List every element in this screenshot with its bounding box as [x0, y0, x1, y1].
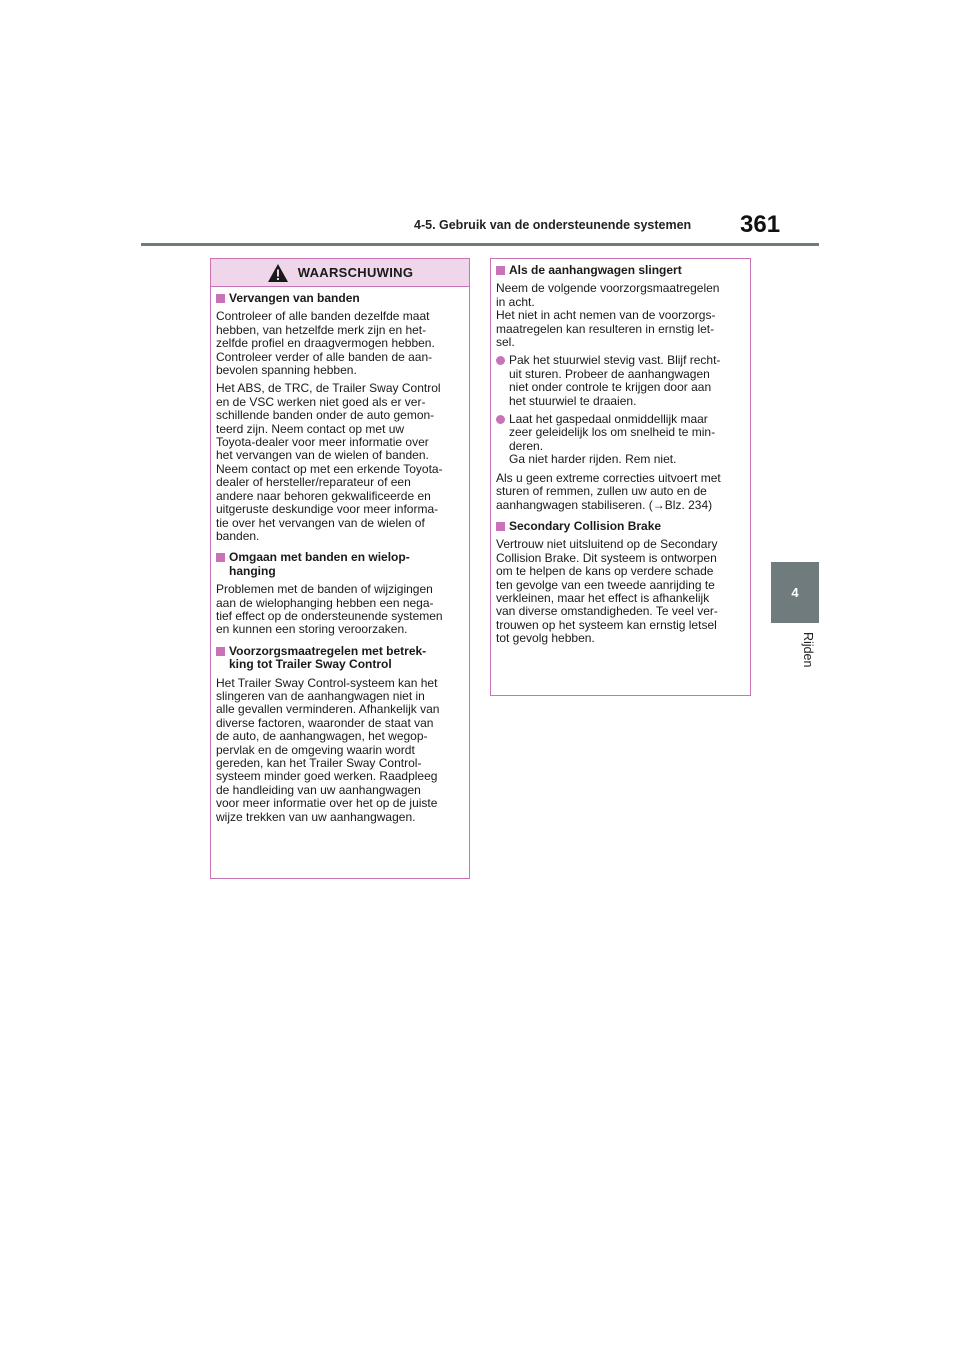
- chapter-tab: [771, 562, 819, 623]
- warning-body: [211, 287, 469, 824]
- chapter-tab-number: 4: [791, 585, 799, 600]
- paragraph: Vertrouw niet uitsluitend op de Secondary Collision Brake. Dit systeem is ontworpen om te helpen de kans op verdere schade ten gevolge van een tweede aanrijding te verkleinen, maar het effect is afhankelijk van diverse omstandigheden. Te veel ver- trouwen op het systeem kan ernstig letsel tot gevolg hebben.: [496, 537, 718, 646]
- square-bullet-icon: [496, 266, 505, 275]
- paragraph: Neem de volgende voorzorgsmaatregelen in acht. Het niet in acht nemen van de voorzorgs- maatregelen kan resulteren in ernstig let- sel.: [496, 281, 720, 350]
- paragraph: Als u geen extreme correcties uitvoert met sturen of remmen, zullen uw auto en de aanhangwagen stabiliseren. (→Blz. 234): [496, 470, 721, 512]
- warning-header: [211, 259, 469, 287]
- page-number: 361: [740, 211, 781, 238]
- paragraph: Problemen met de banden of wijzigingen aan de wielophanging hebben een nega- tief effect op de ondersteunende systemen en kunnen een storing veroorzaken.: [216, 582, 443, 637]
- section-title: Vervangen van banden: [216, 292, 463, 305]
- warning-triangle-icon: [267, 263, 289, 283]
- warning-body: [491, 259, 750, 646]
- header-rule: [141, 243, 819, 246]
- round-bullet-icon: [496, 356, 505, 365]
- section-title: Secondary Collision Brake: [496, 520, 744, 533]
- paragraph: Het ABS, de TRC, de Trailer Sway Control en de VSC werken niet goed als er ver- schillende banden onder de auto gemon- teerd zijn. Neem contact op met uw Toyota-dealer voor meer informatie over het vervangen van de wielen of banden. Neem contact op met een erkende Toyota- dealer of hersteller/reparateur of een andere naar behoren gekwalificeerde en uitgeruste deskundige voor meer informa- tie over het vervangen van de wielen of banden.: [216, 381, 443, 543]
- section-title: Voorzorgsmaatregelen met betrek- king tot Trailer Sway Control: [216, 645, 463, 672]
- chapter-header: 4-5. Gebruik van de ondersteunende systemen: [414, 218, 692, 232]
- section-title: Omgaan met banden en wielop- hanging: [216, 551, 463, 578]
- round-bullet-icon: [496, 415, 505, 424]
- paragraph: Het Trailer Sway Control-systeem kan het slingeren van de aanhangwagen niet in alle gevallen verminderen. Afhankelijk van diverse factoren, waaronder de staat van de auto, de aanhangwagen, het wegop- pervlak en de omgeving waarin wordt gereden, kan het Trailer Sway Control- systeem minder goed werken. Raadpleeg de handleiding van uw aanhangwagen voor meer informatie over het op de juiste wijze trekken van uw aanhangwagen.: [216, 675, 440, 824]
- warning-title: WAARSCHUWING: [297, 265, 414, 280]
- warning-box-continued: [490, 258, 751, 696]
- list-item: Laat het gaspedaal onmiddellijk maar zeer geleidelijk los om snelheid te min- deren. Ga niet harder rijden. Rem niet.: [496, 413, 744, 467]
- section-title: Als de aanhangwagen slingert: [496, 264, 744, 277]
- square-bullet-icon: [216, 294, 225, 303]
- list-item: Pak het stuurwiel stevig vast. Blijf recht- uit sturen. Probeer de aanhangwagen niet onder controle te krijgen door aan het stuurwiel te draaien.: [496, 354, 744, 408]
- paragraph: Controleer of alle banden dezelfde maat hebben, van hetzelfde merk zijn en het- zelfde profiel en draagvermogen hebben. Controleer verder of alle banden de aan- bevolen spanning hebben.: [216, 309, 435, 378]
- chapter-tab-label: Rijden: [801, 632, 815, 668]
- square-bullet-icon: [496, 522, 505, 531]
- square-bullet-icon: [216, 647, 225, 656]
- square-bullet-icon: [216, 553, 225, 562]
- warning-box: [210, 258, 470, 879]
